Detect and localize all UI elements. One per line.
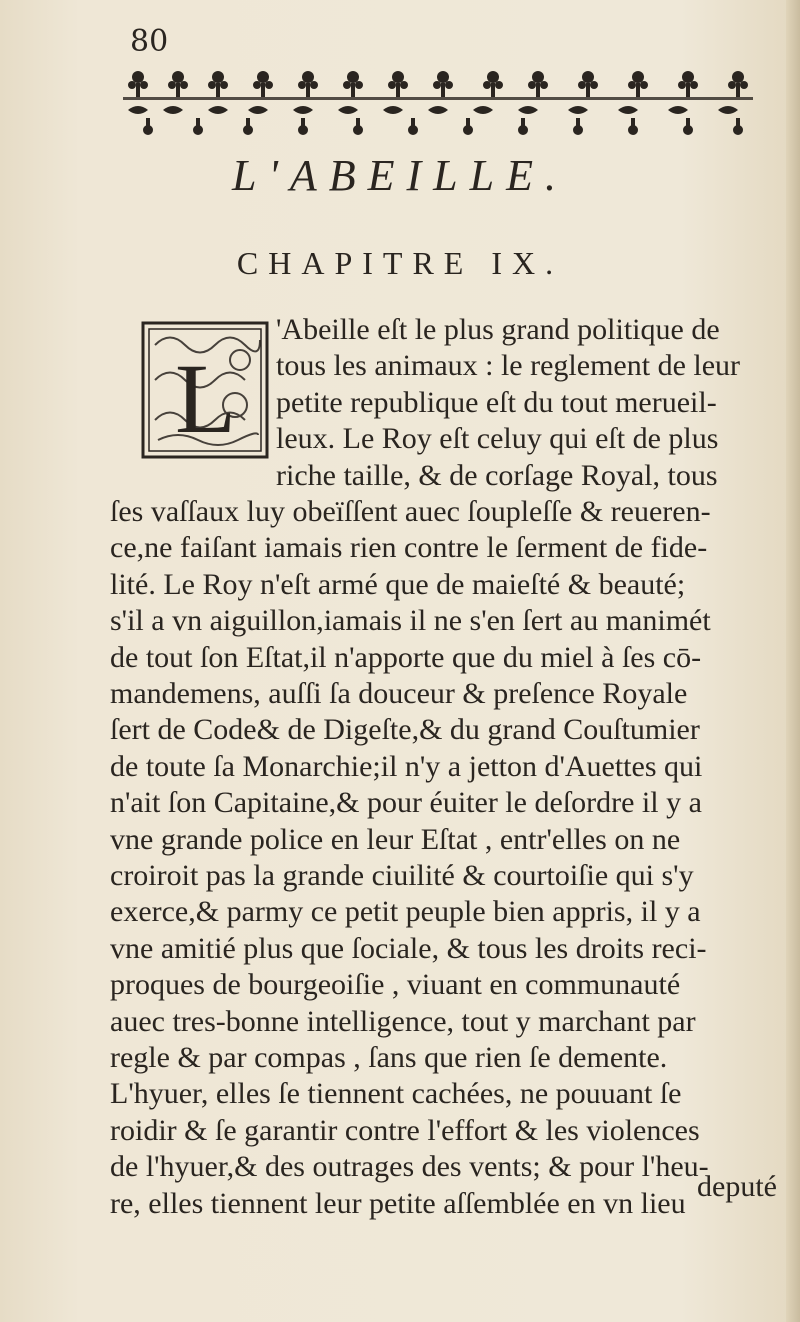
- text-line: ſes vaſſaux luy obeïſſent auec ſoupleſſe & reueren-: [110, 495, 711, 528]
- text-line: tous les animaux : le reglement de leur: [276, 349, 741, 383]
- text-line: exerce,& parmy ce petit peuple bien appris, il y a: [110, 895, 701, 929]
- catchword: deputé: [697, 1170, 777, 1203]
- text-line: petite republique eſt du tout merueil-: [276, 385, 717, 419]
- text-line: de l'hyuer,& des outrages des vents; & pour l'heu-: [110, 1150, 709, 1184]
- text-line: vne grande police en leur Eſtat , entr'elles on ne: [110, 822, 681, 856]
- text-line: L'hyuer, elles ſe tiennent cachées, ne pouuant ſe: [110, 1077, 682, 1111]
- text-line: leux. Le Roy eſt celuy qui eſt de plus: [276, 422, 719, 456]
- text-line: ſert de Code& de Digeſte,& du grand Couſtumier: [110, 713, 700, 747]
- text-line: n'ait ſon Capitaine,& pour éuiter le deſordre il y a: [110, 786, 702, 820]
- text-line: auec tres-bonne intelligence, tout y marchant par: [110, 1004, 696, 1038]
- text-line: regle & par compas , ſans que rien ſe demente.: [110, 1041, 668, 1074]
- chapter-heading: CHAPITRE IX.: [236, 245, 564, 281]
- text-line: ce,ne faiſant iamais rien contre le ſerment de fide-: [110, 531, 708, 565]
- text-line: 'Abeille eſt le plus grand politique de: [276, 313, 720, 346]
- text-line: de toute ſa Monarchie;il n'y a jetton d'Auettes qui: [110, 749, 703, 783]
- text-line: lité. Le Roy n'eſt armé que de maieſté & beauté;: [110, 567, 686, 601]
- svg-text:L: L: [175, 343, 237, 454]
- text-line: croiroit pas la grande ciuilité & courtoiſie qui s'y: [110, 859, 694, 892]
- fleuron-headpiece-ornament: [118, 55, 763, 145]
- text-line: proques de bourgeoiſie , viuant en communauté: [110, 968, 681, 1002]
- section-title: L'ABEILLE.: [232, 151, 568, 200]
- text-line: re, elles tiennent leur petite aſſemblée en vn lieu: [110, 1186, 686, 1220]
- text-line: mandemens, auſſi ſa douceur & preſence Royale: [110, 677, 688, 710]
- text-line: riche taille, & de corſage Royal, tous: [276, 458, 718, 492]
- text-line: vne amitié plus que ſociale, & tous les droits reci-: [110, 931, 707, 965]
- text-line: roidir & ſe garantir contre l'effort & les violences: [110, 1113, 700, 1147]
- text-line: s'il a vn aiguillon,iamais il ne s'en ſert au manimét: [110, 604, 711, 638]
- text-line: de tout ſon Eſtat,il n'apporte que du miel à ſes cō-: [110, 640, 702, 674]
- page-number: 80: [130, 24, 169, 59]
- decorated-initial-letter: [140, 320, 270, 460]
